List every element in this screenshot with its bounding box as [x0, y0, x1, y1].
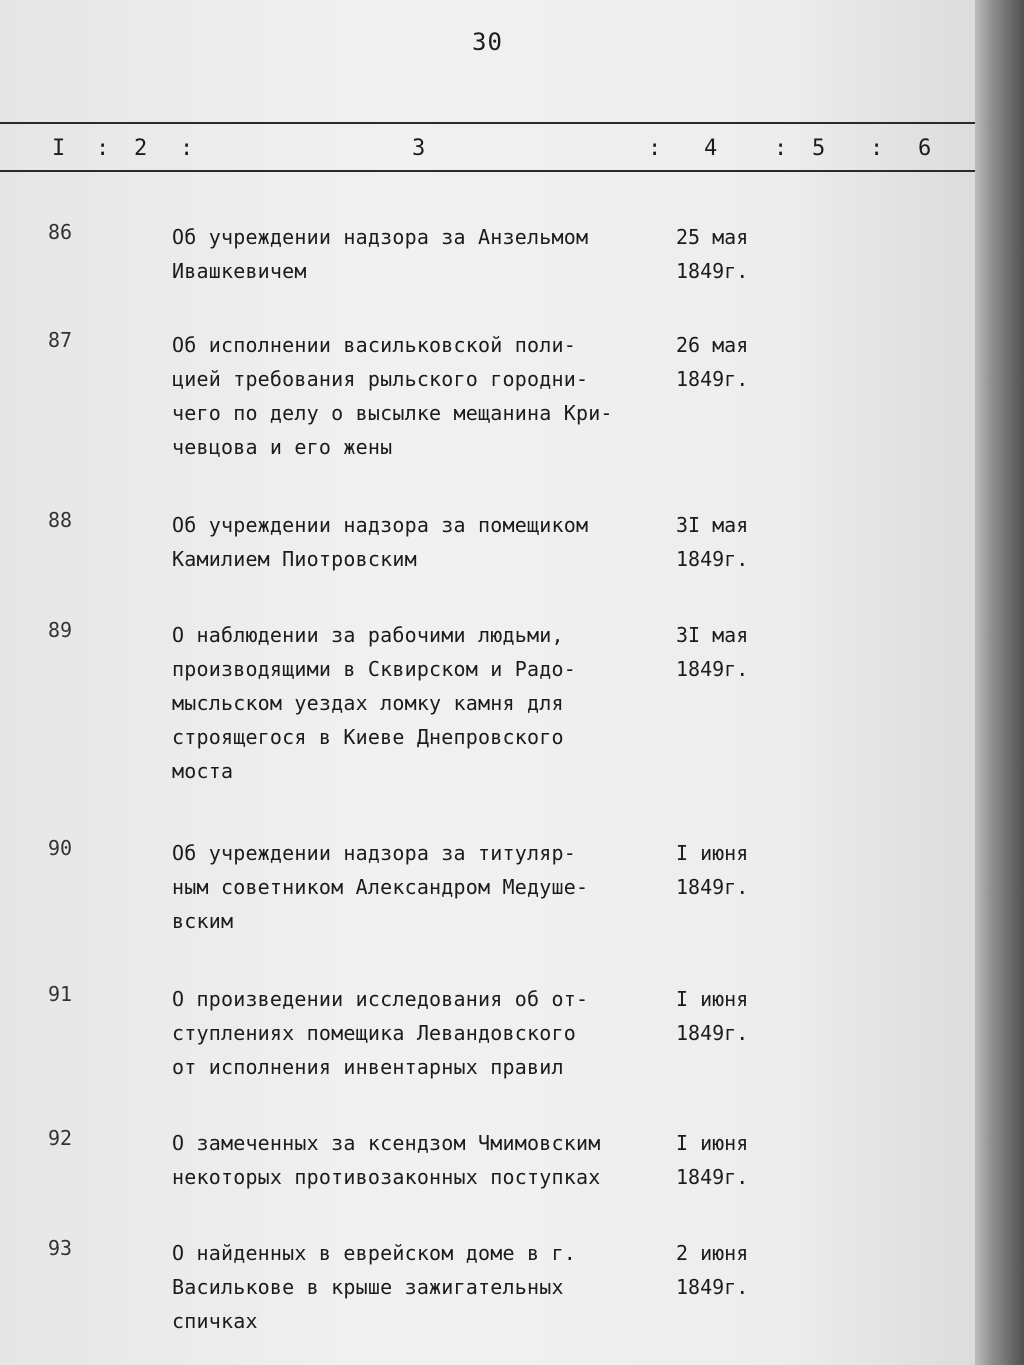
column-separator: : — [96, 136, 110, 161]
column-separator: : — [180, 136, 194, 161]
entry-number: 88 — [48, 508, 73, 532]
entry-date: 2 июня 1849г. — [676, 1241, 749, 1299]
column-header-6: 6 — [918, 136, 932, 161]
entry-title: Об учреждении надзора за титуляр- ным советником Александром Медуше- вским — [172, 841, 589, 933]
entry-title: О замеченных за ксендзом Чмимовским некоторых противозаконных поступках — [172, 1131, 601, 1189]
entry-date: I июня 1849г. — [676, 841, 749, 899]
column-header-3: 3 — [412, 136, 426, 161]
entry-number: 86 — [48, 220, 73, 244]
entry-date: 25 мая 1849г. — [676, 225, 749, 283]
entry-title: О произведении исследования об от- ступлениях помещика Левандовского от исполнения инвентарных правил — [172, 987, 589, 1079]
table-header-rule — [0, 170, 975, 172]
column-separator: : — [648, 136, 662, 161]
column-separator: : — [774, 136, 788, 161]
table-top-rule — [0, 122, 975, 124]
entry-number: 92 — [48, 1126, 73, 1150]
entry-number: 87 — [48, 328, 73, 352]
column-header-5: 5 — [812, 136, 826, 161]
page-edge-shadow — [975, 0, 1024, 1365]
entry-number: 91 — [48, 982, 73, 1006]
entry-title: Об учреждении надзора за Анзельмом Ивашкевичем — [172, 225, 589, 283]
column-header-2: 2 — [134, 136, 148, 161]
entry-date: I июня 1849г. — [676, 987, 749, 1045]
entry-title: О найденных в еврейском доме в г. Василькове в крыше зажигательных спичках — [172, 1241, 576, 1333]
entry-date: 3I мая 1849г. — [676, 623, 749, 681]
entry-date: I июня 1849г. — [676, 1131, 749, 1189]
entry-number: 90 — [48, 836, 73, 860]
entry-number: 93 — [48, 1236, 73, 1260]
column-header-1: I — [52, 136, 66, 161]
page-number: 30 — [472, 28, 503, 56]
column-header-4: 4 — [704, 136, 718, 161]
entry-number: 89 — [48, 618, 73, 642]
entry-title: Об исполнении васильковской поли- цией требования рыльского городни- чего по делу о высылке мещанина Кри- чевцова и его жены — [172, 333, 613, 459]
entry-date: 3I мая 1849г. — [676, 513, 749, 571]
entry-title: О наблюдении за рабочими людьми, производящими в Сквирском и Радо- мысльском уездах ломку камня для строящегося в Киеве Днепровского моста — [172, 623, 576, 783]
entry-date: 26 мая 1849г. — [676, 333, 749, 391]
entry-title: Об учреждении надзора за помещиком Камилием Пиотровским — [172, 513, 589, 571]
column-separator: : — [870, 136, 884, 161]
